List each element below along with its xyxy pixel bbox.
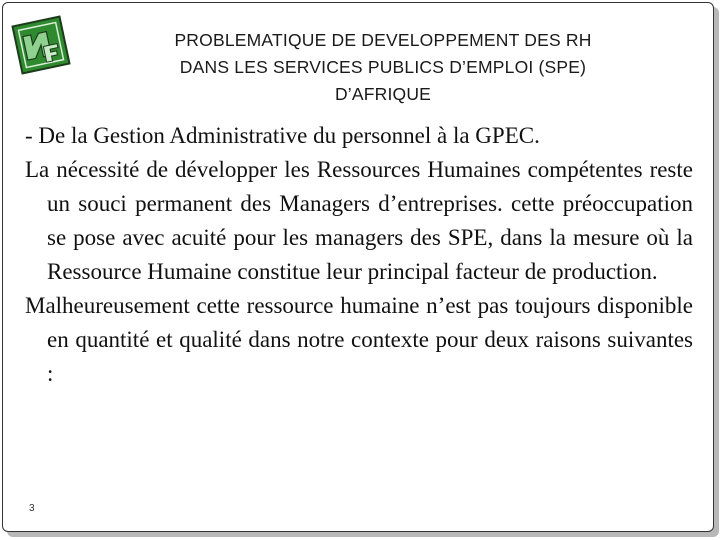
slide-number: 3 (29, 503, 35, 514)
slide (2, 2, 714, 532)
organization-logo-icon (9, 13, 73, 77)
slide-body (25, 119, 693, 391)
body-paragraph-3: Malheureusement cette ressource humaine n’est pas toujours disponible en quantité et qualité dans notre contexte pour deux raisons suivantes : (25, 293, 693, 386)
title-line-3: D’AFRIQUE (334, 84, 432, 104)
title-line-2: DANS LES SERVICES PUBLICS D’EMPLOI (SPE) (179, 57, 587, 77)
title-line-1: PROBLEMATIQUE DE DEVELOPPEMENT DES RH (174, 30, 592, 50)
slide-title (83, 27, 683, 108)
body-paragraph-2: La nécessité de développer les Ressources Humaines compétentes reste un souci permanent des Managers d’entreprises. cette préoccupation se pose avec acuité pour les managers des SPE, dans la mesure où la Ressource Humaine constitue leur principal facteur de production. (25, 157, 693, 284)
body-paragraph-1: - De la Gestion Administrative du personnel à la GPEC. (25, 123, 540, 148)
